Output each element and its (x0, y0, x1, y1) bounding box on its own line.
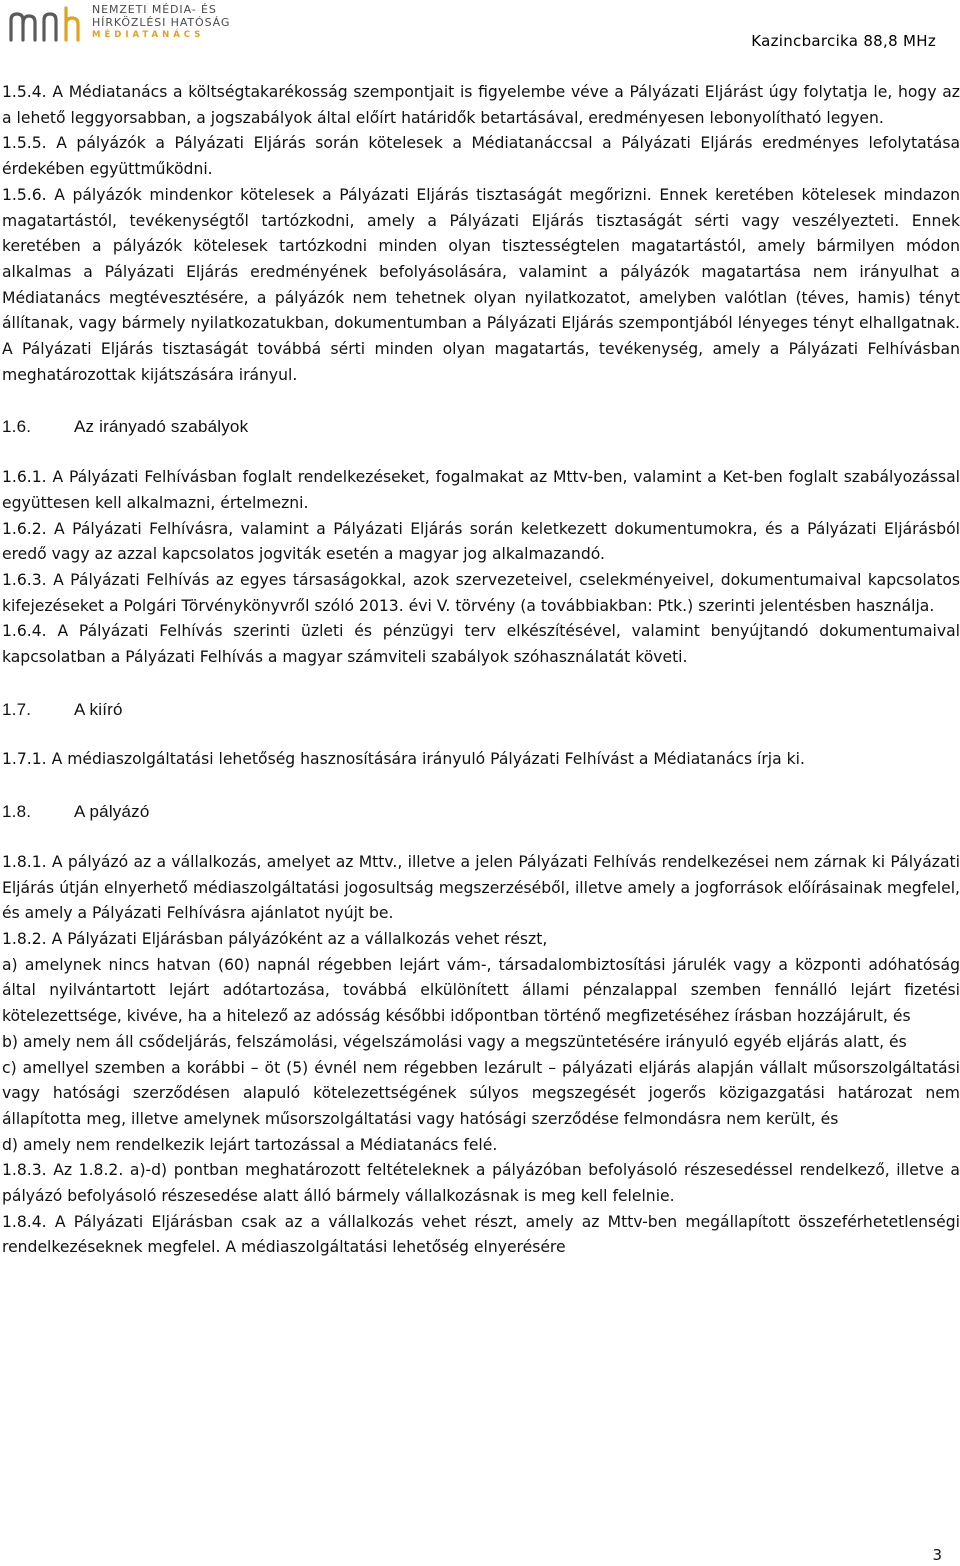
section-heading-1-7 (2, 697, 960, 723)
org-name (92, 3, 230, 41)
paragraph-1-7-1: 1.7.1. A médiaszolgáltatási lehetőség hasznosítására irányuló Pályázati Felhívást a Médiatanács írja ki. (2, 750, 805, 769)
paragraph-1-5-4: 1.5.4. A Médiatanács a költségtakarékosság szempontjait is figyelembe véve a Pályázati Eljárást úgy folytatja le, hogy az a lehető leggyorsabban, a jogszabályok által előírt határidők betartásával, eredményesen lebonyolítható legyen. (2, 83, 960, 127)
section-number: 1.7. (2, 699, 32, 719)
org-name-line3: MÉDIATANÁCS (92, 30, 205, 40)
list-item-b: b) amely nem áll csődeljárás, felszámolási, végelszámolási vagy a megszüntetésére irányuló egyéb eljárás alatt, és (2, 1032, 907, 1051)
paragraph-1-8-1: 1.8.1. A pályázó az a vállalkozás, amelyet az Mttv., illetve a jelen Pályázati Felhívás rendelkezései nem zárnak ki Pályázati Eljárás útján elnyerhető médiaszolgáltatási jogosultság megszerzéséből, illetve amely a jogforrások előírásainak megfelel, és amely a Pályázati Felhívásra ajánlatot nyújt be. (2, 852, 960, 923)
nmhh-logo-icon (8, 4, 84, 44)
section-title: A pályázó (74, 802, 150, 822)
paragraph-1-6-3: 1.6.3. A Pályázati Felhívás az egyes társaságokkal, azok szervezeteivel, cselekményeivel, dokumentumaival kapcsolatos kifejezéseket a Polgári Törvénykönyvről szóló 2013. évi V. törvény (a továbbiakban: Ptk.) szerinti jelentésben használja. (2, 570, 960, 615)
paragraph-1-8-3: 1.8.3. Az 1.8.2. a)-d) pontban meghatározott feltételeknek a pályázóban befolyásoló részesedéssel rendelkező, illetve a pályázó befolyásoló részesedése alatt álló bármely vállalkozásnak is meg kell felelnie. (2, 1161, 960, 1206)
list-item-d: d) amely nem rendelkezik lejárt tartozással a Médiatanács felé. (2, 1135, 498, 1154)
paragraph-1-6-4: 1.6.4. A Pályázati Felhívás szerinti üzleti és pénzügyi terv elkészítésével, valamint benyújtandó dokumentumaival kapcsolatban a Pályázati Felhívás a magyar számviteli szabályok szóhasználatát követi. (2, 622, 960, 667)
section-title: Az irányadó szabályok (74, 417, 249, 437)
section-title: A kiíró (74, 699, 123, 719)
list-item-c: c) amellyel szemben a korábbi – öt (5) évnél nem régebben lezárult – pályázati eljárás alapján vállalt műsorszolgáltatási vagy hatósági szerződésen alapuló kötelezettségének súlyos megszegését jogerős közigazgatási határozat nem állapította meg, illetve amelynek műsorszolgáltatási vagy hatósági szerződése felmondásra nem került, és (2, 1058, 960, 1128)
org-name-line2: HÍRKÖZLÉSI HATÓSÁG (92, 16, 231, 29)
paragraph-1-5-5: 1.5.5. A pályázók a Pályázati Eljárás során kötelesek a Médiatanáccsal a Pályázati Eljárás eredményes lefolytatása érdekében együttműködni. (2, 134, 960, 179)
paragraph-1-8-4: 1.8.4. A Pályázati Eljárásban csak az a vállalkozás vehet részt, amely az Mttv-ben megállapított összeférhetetlenségi rendelkezéseknek megfelel. A médiaszolgáltatási lehetőség elnyerésére (2, 1212, 960, 1257)
page-header (0, 0, 960, 60)
section-heading-1-6 (2, 414, 960, 440)
document-body (2, 80, 960, 1261)
org-name-line1: NEMZETI MÉDIA- ÉS (92, 3, 217, 16)
page-number: 3 (932, 1546, 942, 1564)
paragraph-1-8-2: 1.8.2. A Pályázati Eljárásban pályázóként az a vállalkozás vehet részt, (2, 929, 548, 948)
section-number: 1.6. (2, 417, 32, 437)
section-number: 1.8. (2, 802, 32, 822)
section-heading-1-8 (2, 799, 960, 825)
paragraph-1-6-2: 1.6.2. A Pályázati Felhívásra, valamint a Pályázati Eljárás során keletkezett dokumentumokra, és a Pályázati Eljárásból eredő vagy az azzal kapcsolatos jogviták esetén a magyar jog alkalmazandó. (2, 519, 960, 564)
paragraph-1-6-1: 1.6.1. A Pályázati Felhívásban foglalt rendelkezéseket, fogalmakat az Mttv-ben, valamint a Ket-ben foglalt szabályozással együttesen kell alkalmazni, értelmezni. (2, 468, 960, 512)
station-title: Kazincbarcika 88,8 MHz (751, 32, 936, 50)
list-item-a: a) amelynek nincs hatvan (60) napnál régebben lejárt vám-, társadalombiztosítási járulék vagy a központi adóhatóság által nyilvántartott lejárt adótartozása, továbbá elkülönített állami pénzalappal szemben fennálló lejárt fizetési kötelezettsége, kivéve, ha a hitelező az adósság későbbi időpontban történő megfizetéséhez írásban hozzájárult, és (2, 955, 960, 1026)
paragraph-1-5-6: 1.5.6. A pályázók mindenkor kötelesek a Pályázati Eljárás tisztaságát megőrizni. Ennek keretében kötelesek mindazon magatartástól, tevékenységtől tartózkodni, amely a Pályázati Eljárás tisztaságát sérti vagy veszélyezteti. Ennek keretében a pályázók kötelesek tartózkodni minden olyan tisztességtelen magatartástól, amely bármilyen módon alkalmas a Pályázati Eljárás eredményének befolyásolására, valamint a pályázók magatartása nem irányulhat a Médiatanács megtévesztésére, a pályázók nem tehetnek olyan nyilatkozatot, amelyben valótlan (téves, hamis) tényt állítanak, vagy bármely nyilatkozatukban, dokumentumban a Pályázati Eljárás szempontjából lényeges tényt elhallgatnak. A Pályázati Eljárás tisztaságát továbbá sérti minden olyan magatartás, tevékenység, amely a Pályázati Felhívásban meghatározottak kijátszására irányul. (2, 185, 960, 384)
